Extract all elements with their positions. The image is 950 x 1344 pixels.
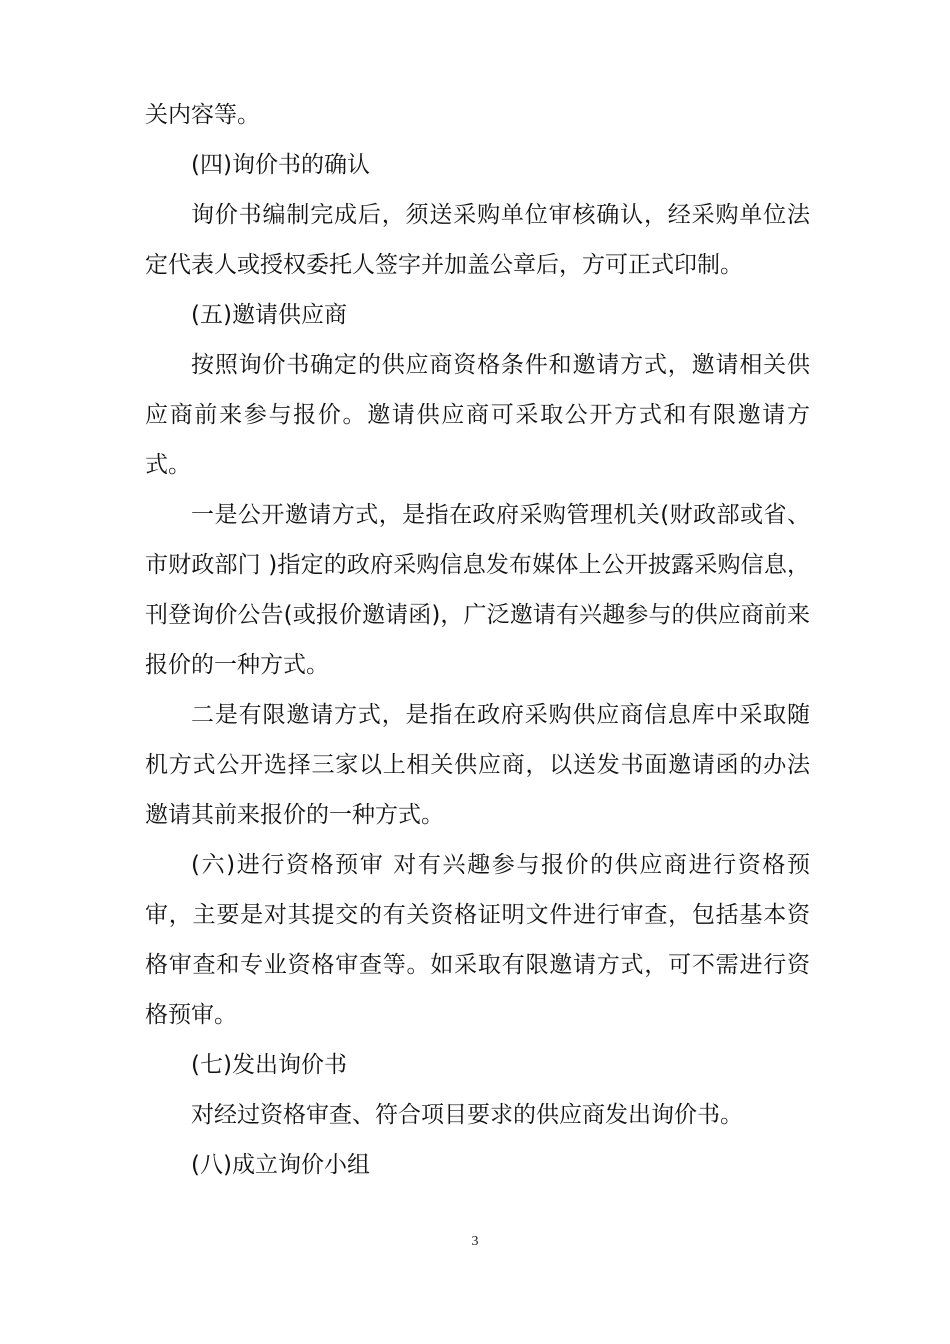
paragraph: 按照询价书确定的供应商资格条件和邀请方式，邀请相关供应商前来参与报价。邀请供应商可采取公开方式和有限邀请方式。 bbox=[145, 352, 810, 478]
section-heading-5: (五)邀请供应商 bbox=[191, 302, 347, 328]
paragraph: 对经过资格审查、符合项目要求的供应商发出询价书。 bbox=[191, 1102, 743, 1128]
page-number: 3 bbox=[471, 1234, 479, 1249]
paragraph: 询价书编制完成后，须送采购单位审核确认，经采购单位法定代表人或授权委托人签字并加盖公章后，方可正式印制。 bbox=[145, 202, 810, 278]
section-heading-4: (四)询价书的确认 bbox=[191, 152, 370, 178]
document-body bbox=[145, 90, 810, 1190]
section-heading-7: (七)发出询价书 bbox=[191, 1052, 347, 1078]
section-heading-8: (八)成立询价小组 bbox=[191, 1152, 370, 1178]
paragraph: (六)进行资格预审 对有兴趣参与报价的供应商进行资格预审，主要是对其提交的有关资格证明文件进行审查，包括基本资格审查和专业资格审查等。如采取有限邀请方式，可不需进行资格预审。 bbox=[145, 852, 810, 1028]
paragraph: 二是有限邀请方式，是指在政府采购供应商信息库中采取随机方式公开选择三家以上相关供应商，以送发书面邀请函的办法邀请其前来报价的一种方式。 bbox=[145, 702, 810, 828]
paragraph-continuation: 关内容等。 bbox=[145, 102, 260, 128]
paragraph: 一是公开邀请方式，是指在政府采购管理机关(财政部或省、市财政部门 )指定的政府采购信息发布媒体上公开披露采购信息，刊登询价公告(或报价邀请函)，广泛邀请有兴趣参与的供应商前来报价的一种方式。 bbox=[145, 502, 810, 678]
